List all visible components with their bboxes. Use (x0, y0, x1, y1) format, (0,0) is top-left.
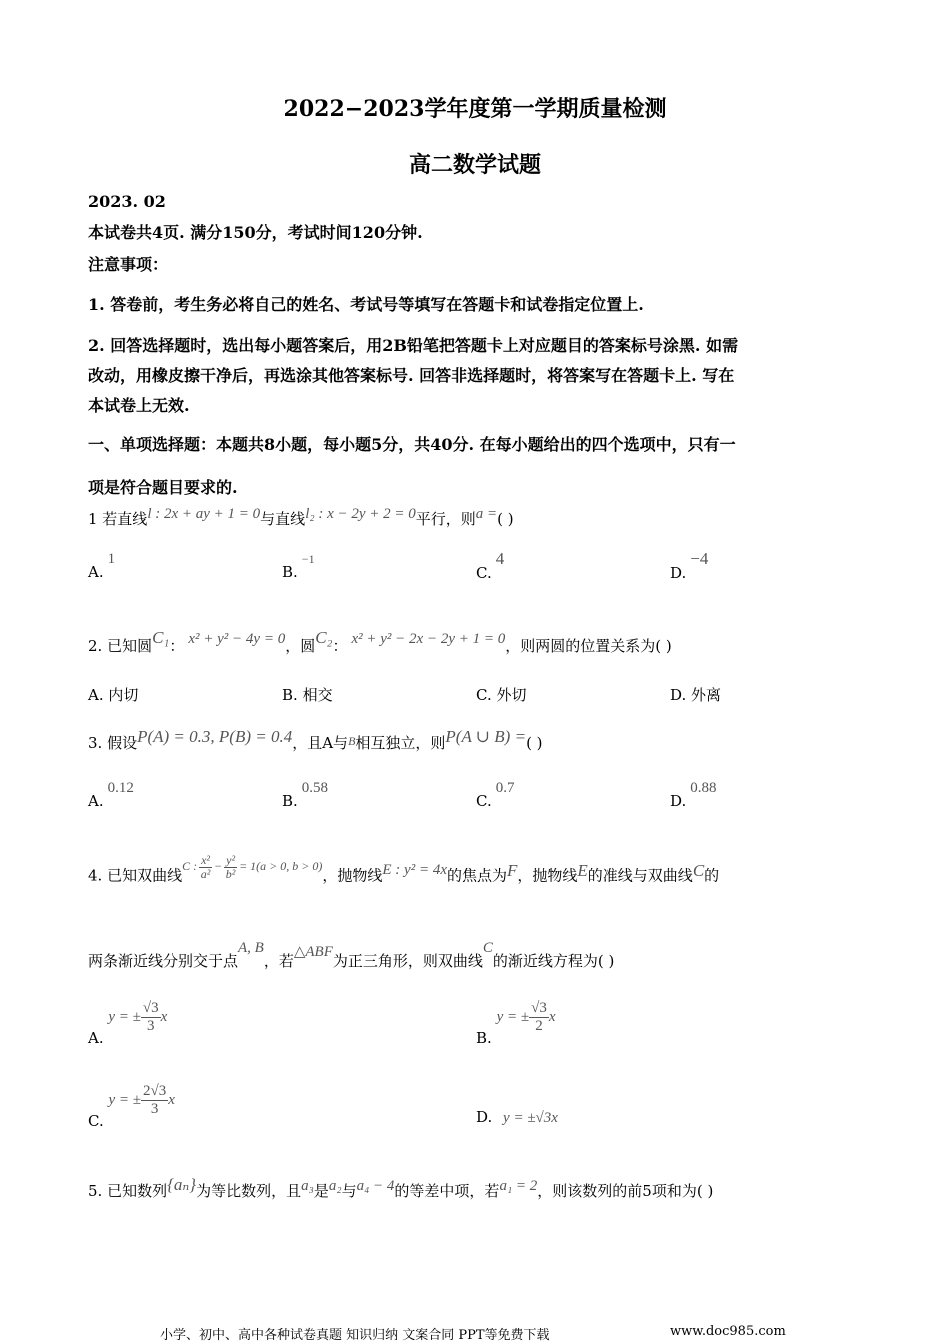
option-numerator: √3 (531, 1000, 547, 1016)
q2-option-a (88, 684, 138, 705)
q1-mid: 与直线 (260, 510, 306, 528)
q1-suffix-b: ( ) (497, 510, 514, 528)
q3-option-c (476, 780, 515, 811)
q5-mid-1: 为等比数列，且 (196, 1182, 302, 1200)
q4-hyp-b2: b² (225, 867, 236, 882)
option-value: y = ±√3x (503, 1110, 558, 1126)
q1-suffix-a: 平行，则 (415, 510, 476, 528)
q3-suffix: ( ) (526, 734, 543, 752)
question-3 (88, 727, 543, 753)
option-prefix: y = ± (496, 1008, 530, 1025)
option-label: C. (476, 686, 492, 704)
q4-hyp-minus: − (214, 859, 223, 874)
q5-a2: a₂ (328, 1178, 342, 1194)
q2-circle-c1-equation: x² + y² − 4y = 0 (188, 631, 286, 647)
q4-hyperbola-c-2: C (482, 940, 493, 956)
q4-line2-mid-1: ，若 (263, 952, 294, 970)
q3-mid-1: ，且A与 (292, 734, 349, 752)
q4-mid-1: ，抛物线 (322, 866, 383, 885)
option-label: D. (670, 686, 687, 704)
q4-parabola-e: E (577, 861, 588, 881)
q5-mid-4: 的等差中项，若 (394, 1182, 500, 1200)
option-label: C. (476, 564, 492, 582)
option-value: 0.58 (301, 780, 329, 796)
option-value (108, 1000, 167, 1034)
q2-prefix: 2. 已知圆 (88, 637, 153, 655)
q1-line-l2-equation: l₂ : x − 2y + 2 = 0 (305, 506, 416, 522)
option-denominator: 3 (150, 1100, 159, 1117)
notice-2-line-2: 改动，用橡皮擦干净后，再选涂其他答案标号. 回答非选择题时，将答案写在答题卡上. 写在 (88, 366, 735, 385)
option-x: x (548, 1008, 556, 1025)
option-value (109, 1083, 175, 1117)
q5-suffix: ，则该数列的前5项和为( ) (537, 1182, 714, 1200)
option-denominator: 3 (147, 1017, 155, 1034)
option-label: B. (282, 686, 298, 704)
q4-option-b (476, 1000, 556, 1047)
q2-colon-1: ： (169, 637, 185, 655)
question-2 (88, 628, 672, 656)
exam-date: 2023. 02 (88, 192, 166, 211)
footer-url[interactable]: www.doc985.com (670, 1324, 786, 1339)
q5-mid-2: 是 (313, 1182, 329, 1200)
q3-prefix: 3. 假设 (88, 734, 138, 752)
option-value: 内切 (108, 686, 139, 704)
q4-hyperbola-c: C (692, 861, 705, 881)
q1-option-d (670, 549, 709, 583)
option-label: D. (670, 792, 687, 810)
q4-line2-prefix: 两条渐近线分别交于点 (88, 952, 239, 970)
q4-points-ab: A, B (238, 940, 264, 956)
option-fraction (141, 1083, 168, 1117)
q1-variable-a: a = (475, 506, 498, 522)
q2-suffix: ，则两圆的位置关系为( ) (505, 637, 672, 655)
q4-mid-4: 的准线与双曲线 (587, 866, 693, 885)
q1-option-a (88, 551, 116, 582)
q4-option-a (88, 1000, 168, 1047)
q3-event-b: B (348, 734, 356, 748)
option-value: −1 (301, 552, 315, 566)
q5-prefix: 5. 已知数列 (88, 1182, 168, 1200)
q2-circle-c1: C₁ (152, 628, 170, 647)
page-title: 2022−2023学年度第一学期质量检测 (283, 96, 667, 122)
option-label: A. (88, 792, 104, 810)
q4-prefix: 4. 已知双曲线 (88, 866, 183, 885)
q4-focus-f: F (507, 861, 518, 881)
question-4-line-2 (88, 940, 615, 971)
q2-option-d (670, 684, 721, 705)
question-1 (88, 508, 514, 529)
option-label: A. (88, 686, 104, 704)
footer-text: 小学、初中、高中各种试卷真题 知识归纳 文案合同 PPT等免费下载 (160, 1328, 550, 1343)
option-numerator: 2√3 (143, 1083, 167, 1099)
option-denominator: 2 (535, 1017, 543, 1034)
option-value: −4 (690, 549, 709, 568)
q4-mid-5: 的 (704, 866, 720, 885)
option-value: 0.7 (495, 780, 515, 796)
option-label: D. (476, 1108, 493, 1126)
option-label: D. (670, 564, 687, 582)
q3-probabilities: P(A) = 0.3, P(B) = 0.4 (137, 727, 293, 746)
option-label: A. (88, 563, 104, 581)
q2-colon-2: ： (332, 637, 348, 655)
q2-option-c (476, 684, 527, 705)
q4-hyp-rest: = 1(a > 0, b > 0) (239, 859, 323, 874)
option-value: 外切 (496, 686, 527, 704)
q4-hyp-y2: y² (226, 853, 236, 867)
option-value: 4 (495, 549, 505, 568)
q3-option-d (670, 780, 717, 811)
question-5 (88, 1175, 714, 1201)
q4-option-d (476, 1108, 558, 1127)
q4-mid-2: 的焦点为 (446, 866, 507, 885)
q2-circle-c2-equation: x² + y² − 2x − 2y + 1 = 0 (351, 631, 506, 647)
option-fraction (529, 1000, 549, 1034)
q4-hyp-x2: x² (201, 853, 211, 867)
q2-circle-c2: C₂ (315, 628, 333, 647)
q3-mid-2: 相互独立，则 (355, 734, 446, 752)
q4-hyp-frac-y (224, 854, 237, 881)
q1-option-b (282, 552, 315, 581)
q4-line2-mid-2: 为正三角形，则双曲线 (332, 952, 483, 970)
notice-label: 注意事项： (88, 255, 169, 274)
option-label: A. (88, 1028, 104, 1047)
option-label: C. (88, 1111, 104, 1130)
q2-option-b (282, 684, 333, 705)
option-label: B. (282, 792, 298, 810)
q4-hyp-a2: a² (200, 867, 211, 882)
q4-mid-3: ，抛物线 (517, 866, 578, 885)
q4-hyp-c: C : (182, 859, 198, 874)
option-value: 相交 (302, 686, 333, 704)
q1-option-c (476, 549, 505, 583)
q5-sequence: {aₙ} (167, 1175, 197, 1194)
q2-mid: ，圆 (285, 637, 316, 655)
q3-option-b (282, 780, 329, 811)
q3-option-a (88, 780, 134, 811)
q3-union-probability: P(A ∪ B) = (445, 727, 527, 746)
notice-1: 1. 答卷前，考生务必将自己的姓名、考试号等填写在答题卡和试卷指定位置上. (88, 295, 644, 314)
option-value: 0.12 (107, 780, 134, 796)
option-prefix: y = ± (108, 1008, 141, 1025)
page-subtitle: 高二数学试题 (408, 152, 541, 178)
notice-2-line-3: 本试卷上无效. (88, 396, 190, 415)
q5-a3: a₃ (301, 1178, 314, 1194)
q4-parabola-equation: E : y² = 4x (382, 862, 447, 879)
option-x: x (160, 1008, 168, 1025)
option-fraction (141, 1000, 161, 1034)
exam-info: 本试卷共4页. 满分150分，考试时间120分钟. (88, 223, 423, 242)
option-value: 外离 (691, 686, 722, 704)
option-label: B. (282, 563, 298, 581)
q4-triangle-abf: △ABF (293, 944, 333, 960)
section-1-heading-line-2: 项是符合题目要求的. (88, 478, 238, 497)
option-label: B. (476, 1028, 492, 1047)
q4-option-c (88, 1083, 175, 1130)
q5-a4-minus-4: a₄ − 4 (356, 1178, 395, 1194)
option-prefix: y = ± (108, 1091, 142, 1108)
option-label: C. (476, 792, 492, 810)
q1-prefix: 1 若直线 (88, 510, 148, 528)
section-1-heading-line-1: 一、单项选择题：本题共8小题，每小题5分，共40分. 在每小题给出的四个选项中，只有一 (88, 435, 736, 454)
q4-hyperbola-equation (182, 853, 323, 882)
option-numerator: √3 (142, 1000, 159, 1016)
q1-line-l-equation: l : 2x + ay + 1 = 0 (147, 506, 261, 522)
q4-line2-suffix: 的渐近线方程为( ) (492, 952, 615, 970)
option-value: 0.88 (690, 780, 717, 796)
notice-2-line-1: 2. 回答选择题时，选出每小题答案后，用2B铅笔把答题卡上对应题目的答案标号涂黑. 如需 (88, 336, 739, 355)
option-x: x (168, 1091, 175, 1108)
option-value (497, 1000, 556, 1034)
q5-a1: a₁ = 2 (499, 1178, 538, 1194)
option-value: 1 (107, 551, 116, 567)
q5-mid-3: 与 (341, 1182, 357, 1200)
q4-hyp-frac-x (199, 854, 212, 881)
question-4-line-1 (88, 853, 720, 891)
